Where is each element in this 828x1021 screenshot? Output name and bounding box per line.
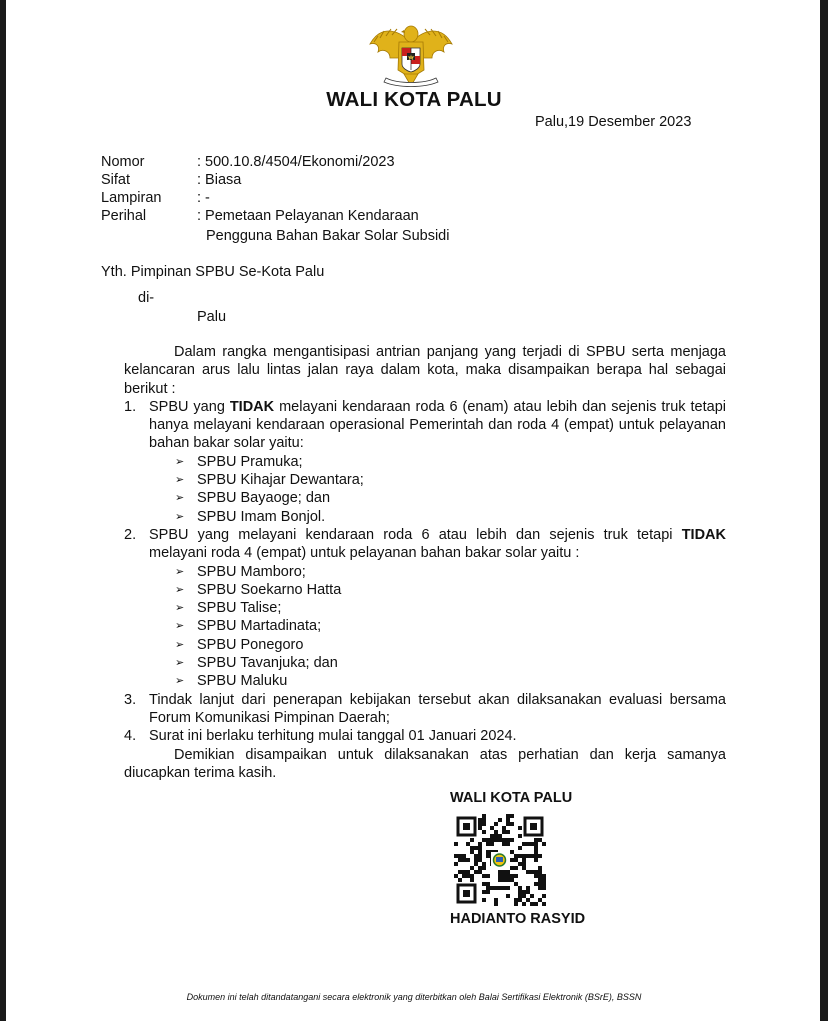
list-item — [124, 489, 726, 507]
list-item-text: SPBU Soekarno Hatta — [197, 581, 342, 598]
arrowhead-bullet-icon: ➢ — [175, 583, 185, 596]
meta-value-continued: Pengguna Bahan Bakar Solar Subsidi — [206, 228, 450, 244]
list-item-text: SPBU Ponegoro — [197, 636, 304, 653]
meta-value: : Biasa — [197, 172, 242, 188]
qr-code-icon — [454, 814, 546, 906]
list-item-4 — [124, 727, 726, 745]
item-number: 3. — [124, 691, 137, 708]
arrowhead-bullet-icon: ➢ — [175, 455, 185, 468]
arrowhead-bullet-icon: ➢ — [175, 474, 185, 487]
list-item-text: SPBU Maluku — [197, 673, 288, 690]
recipient-city: Palu — [197, 309, 227, 325]
signatory-name: HADIANTO RASYID — [450, 911, 586, 927]
item-text-bold: TIDAK — [229, 398, 275, 415]
meta-value: : 500.10.8/4504/Ekonomi/2023 — [197, 154, 395, 170]
item-text-post: melayani kendaraan roda 6 (enam) atau lebih dan sejenis truk tetapi hanya melayani kendaraan operasional Pemerintah dan roda 4 (empat) untuk pelayanan bahan bakar solar yaitu: — [149, 398, 726, 452]
item-text: Surat ini berlaku terhitung mulai tanggal 01 Januari 2024. — [149, 728, 517, 745]
list-item-1 — [124, 398, 726, 453]
garuda-emblem-icon — [366, 22, 456, 90]
spbu-list-2 — [124, 563, 726, 691]
list-item-text: SPBU Pramuka; — [197, 453, 303, 470]
item-text-pre: SPBU yang — [149, 398, 230, 415]
arrowhead-bullet-icon: ➢ — [175, 602, 185, 615]
letter-title: WALI KOTA PALU — [326, 88, 502, 111]
list-item-text: SPBU Bayaoge; dan — [197, 490, 331, 507]
item-text: Tindak lanjut dari penerapan kebijakan tersebut akan dilaksanakan evaluasi bersama Forum Komunikasi Pimpinan Daerah; — [149, 691, 726, 726]
spbu-list-1 — [124, 453, 726, 526]
meta-label: Sifat — [101, 172, 131, 188]
list-item — [124, 672, 726, 690]
scrollbar-edge[interactable] — [820, 0, 828, 1021]
list-item-text: SPBU Martadinata; — [197, 618, 322, 635]
letter-body — [124, 343, 726, 782]
esign-footer-note: Dokumen ini telah ditandatangani secara elektronik yang diterbitkan oleh Balai Sertifikasi Elektronik (BSrE), BSSN — [186, 992, 642, 1002]
list-item-text: SPBU Imam Bonjol. — [197, 508, 326, 525]
item-text-pre: SPBU yang melayani kendaraan roda 6 atau lebih dan sejenis truk tetapi — [149, 526, 682, 543]
recipient-di: di- — [138, 290, 155, 306]
item-text-post: melayani roda 4 (empat) untuk pelayanan bahan bakar solar yaitu : — [149, 545, 580, 562]
arrowhead-bullet-icon: ➢ — [175, 565, 185, 578]
list-item — [124, 453, 726, 471]
meta-label: Perihal — [101, 208, 147, 224]
list-item — [124, 636, 726, 654]
meta-label: Lampiran — [101, 190, 162, 206]
list-item-text: SPBU Tavanjuka; dan — [197, 655, 338, 672]
item-number: 1. — [124, 398, 137, 415]
list-item — [124, 508, 726, 526]
intro-paragraph: Dalam rangka mengantisipasi antrian panjang yang terjadi di SPBU serta menjaga kelancaran arus lalu lintas jalan raya dalam kota, maka disampaikan berapa hal sebagai berikut : — [124, 344, 726, 397]
arrowhead-bullet-icon: ➢ — [175, 675, 185, 688]
list-item — [124, 654, 726, 672]
item-number: 4. — [124, 728, 137, 745]
list-item — [124, 581, 726, 599]
arrowhead-bullet-icon: ➢ — [175, 492, 185, 505]
item-text — [149, 526, 726, 563]
item-text — [149, 398, 726, 453]
closing-paragraph: Demikian disampaikan untuk dilaksanakan atas perhatian dan kerja samanya diucapkan terima kasih. — [124, 746, 726, 781]
list-item — [124, 471, 726, 489]
arrowhead-bullet-icon: ➢ — [175, 510, 185, 523]
list-item-text: SPBU Kihajar Dewantara; — [197, 472, 364, 489]
signature-title: WALI KOTA PALU — [450, 790, 573, 806]
list-item — [124, 599, 726, 617]
meta-value: : - — [197, 190, 210, 206]
list-item-text: SPBU Talise; — [197, 600, 282, 617]
list-item — [124, 563, 726, 581]
list-item-text: SPBU Mamboro; — [197, 563, 306, 580]
meta-value: : Pemetaan Pelayanan Kendaraan — [197, 208, 419, 224]
arrowhead-bullet-icon: ➢ — [175, 657, 185, 670]
item-text-bold: TIDAK — [681, 526, 726, 543]
item-number: 2. — [124, 526, 137, 543]
arrowhead-bullet-icon: ➢ — [175, 620, 185, 633]
recipient-line: Yth. Pimpinan SPBU Se-Kota Palu — [101, 264, 325, 280]
list-item-2 — [124, 526, 726, 563]
place-date: Palu,19 Desember 2023 — [535, 114, 692, 130]
meta-label: Nomor — [101, 154, 145, 170]
list-item — [124, 617, 726, 635]
list-item-3 — [124, 691, 726, 728]
arrowhead-bullet-icon: ➢ — [175, 638, 185, 651]
